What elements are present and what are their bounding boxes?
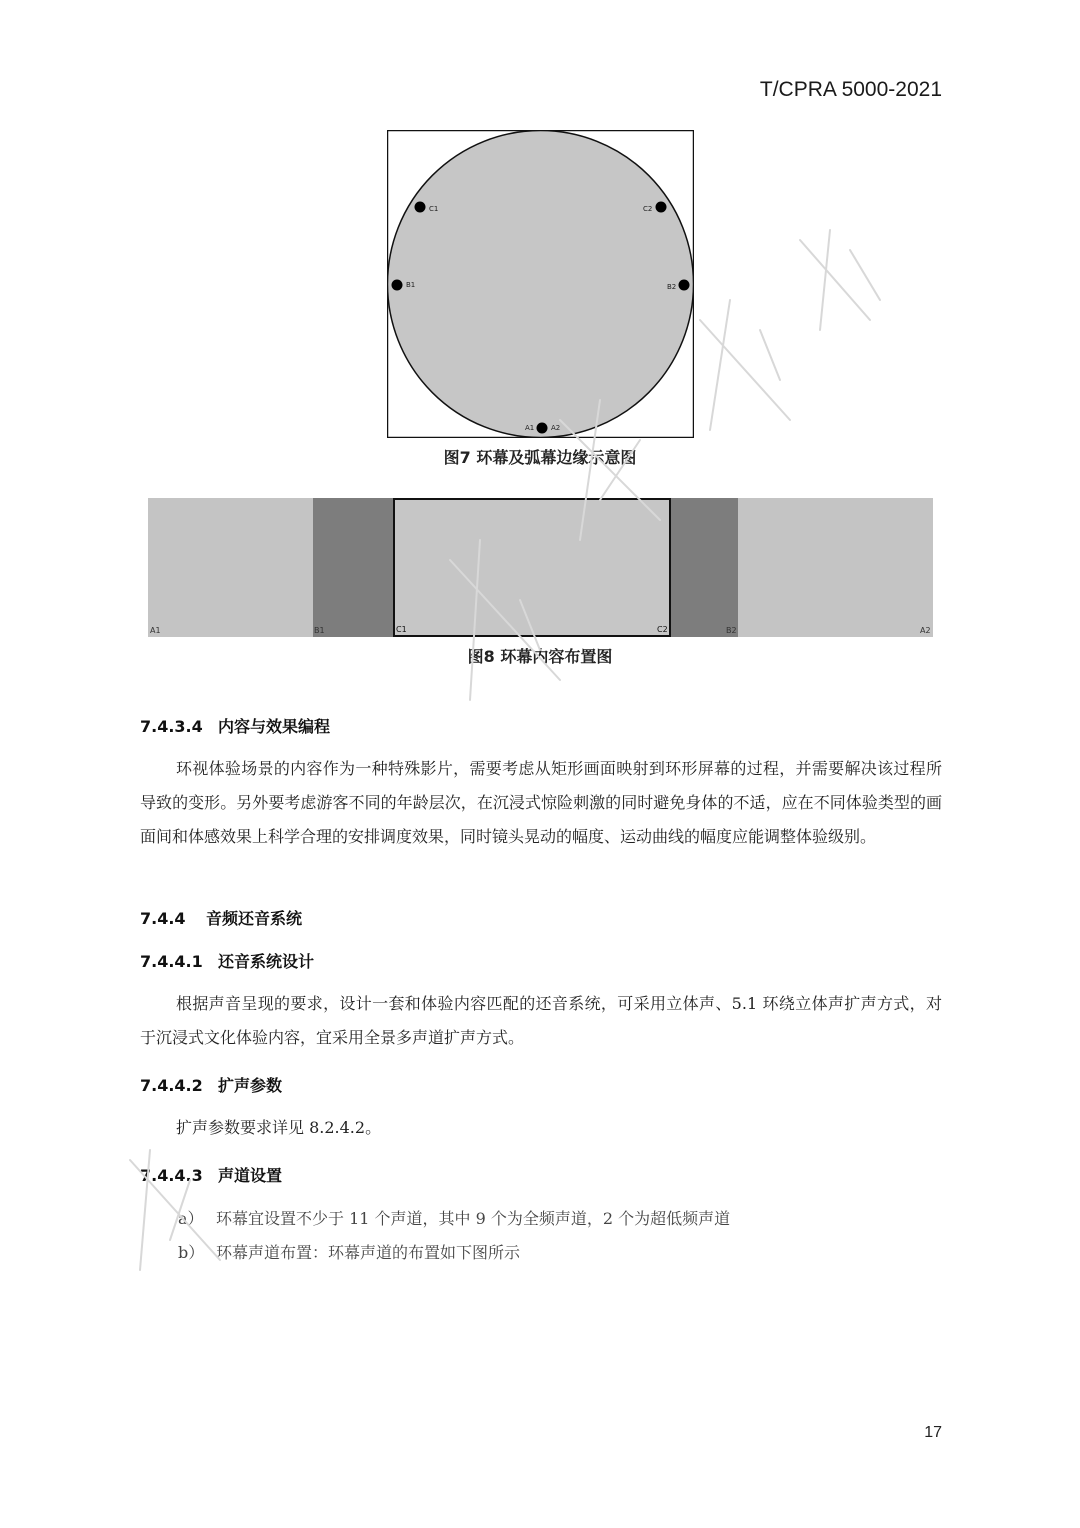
- heading-title: 声道设置: [218, 1166, 283, 1185]
- zone-label-b2: B2: [726, 626, 737, 635]
- figure-7-caption: 图7 环幕及弧幕边缘示意图: [443, 448, 637, 467]
- heading-7-4-4-1: [140, 949, 314, 972]
- speaker-point-a1-a2: [525, 423, 560, 434]
- zone-label-a1: A1: [150, 626, 161, 635]
- list-item: [178, 1236, 730, 1270]
- point-label-b2: B2: [667, 283, 677, 291]
- zone-a1: [148, 498, 313, 637]
- zone-b2: [671, 498, 738, 637]
- zone-b1: [313, 498, 394, 637]
- paragraph-sound-system-design: 根据声音呈现的要求，设计一套和体验内容匹配的还音系统，可采用立体声、5.1 环绕立体声扩声方式，对于沉浸式文化体验内容，宜采用全景多声道扩声方式。: [140, 994, 942, 1047]
- heading-7-4-4-2: [140, 1073, 282, 1096]
- heading-7-4-3-4: [140, 714, 330, 737]
- paragraph-content-programming: 环视体验场景的内容作为一种特殊影片，需要考虑从矩形画面映射到环形屏幕的过程，并需要解决该过程所导致的变形。另外要考虑游客不同的年龄层次，在沉浸式惊险刺激的同时避免身体的不适，应在不同体验类型的画面间和体感效果上科学合理的安排调度效果，同时镜头晃动的幅度、运动曲线的幅度应能调整体验级别。: [140, 759, 942, 846]
- heading-number: 7.4.3.4: [140, 717, 203, 736]
- heading-title: 还音系统设计: [218, 952, 315, 971]
- zone-label-c1: C1: [396, 625, 407, 634]
- dome-screen-circle: [388, 131, 694, 438]
- heading-number: 7.4.4.3: [140, 1166, 203, 1185]
- point-label-a2: A2: [551, 424, 561, 432]
- point-label-c2: C2: [643, 205, 653, 213]
- heading-number: 7.4.4.2: [140, 1076, 203, 1095]
- heading-number: 7.4.4.1: [140, 952, 203, 971]
- zone-label-c2: C2: [657, 625, 668, 634]
- list-text: 环幕宜设置不少于 11 个声道，其中 9 个为全频声道，2 个为超低频声道: [216, 1209, 731, 1228]
- figure-8-caption: 图8 环幕内容布置图: [467, 647, 613, 666]
- point-label-a1: A1: [525, 424, 535, 432]
- zone-a2: [738, 498, 933, 637]
- figure-8-diagram: [148, 498, 933, 637]
- heading-title: 内容与效果编程: [218, 717, 331, 736]
- point-label-b1: B1: [406, 281, 416, 289]
- page-number: 17: [924, 1424, 942, 1441]
- zone-label-b1: B1: [314, 626, 325, 635]
- paragraph-sound-parameters: 扩声参数要求详见 8.2.4.2。: [176, 1118, 382, 1137]
- document-id: T/CPRA 5000-2021: [759, 78, 942, 101]
- zone-label-a2: A2: [920, 626, 931, 635]
- heading-7-4-4-3: [140, 1163, 282, 1186]
- figure-7-diagram: [387, 130, 694, 438]
- list-item: [178, 1202, 730, 1236]
- point-label-c1: C1: [429, 205, 439, 213]
- list-marker: a）: [178, 1209, 204, 1228]
- heading-title: 音频还音系统: [206, 909, 303, 928]
- heading-number: 7.4.4: [140, 909, 186, 928]
- list-text: 环幕声道布置：环幕声道的布置如下图所示: [216, 1243, 521, 1262]
- list-marker: b）: [178, 1243, 205, 1262]
- heading-7-4-4: [140, 906, 302, 929]
- heading-title: 扩声参数: [218, 1076, 283, 1095]
- channel-list: [178, 1202, 730, 1270]
- zone-c-main: [394, 499, 670, 636]
